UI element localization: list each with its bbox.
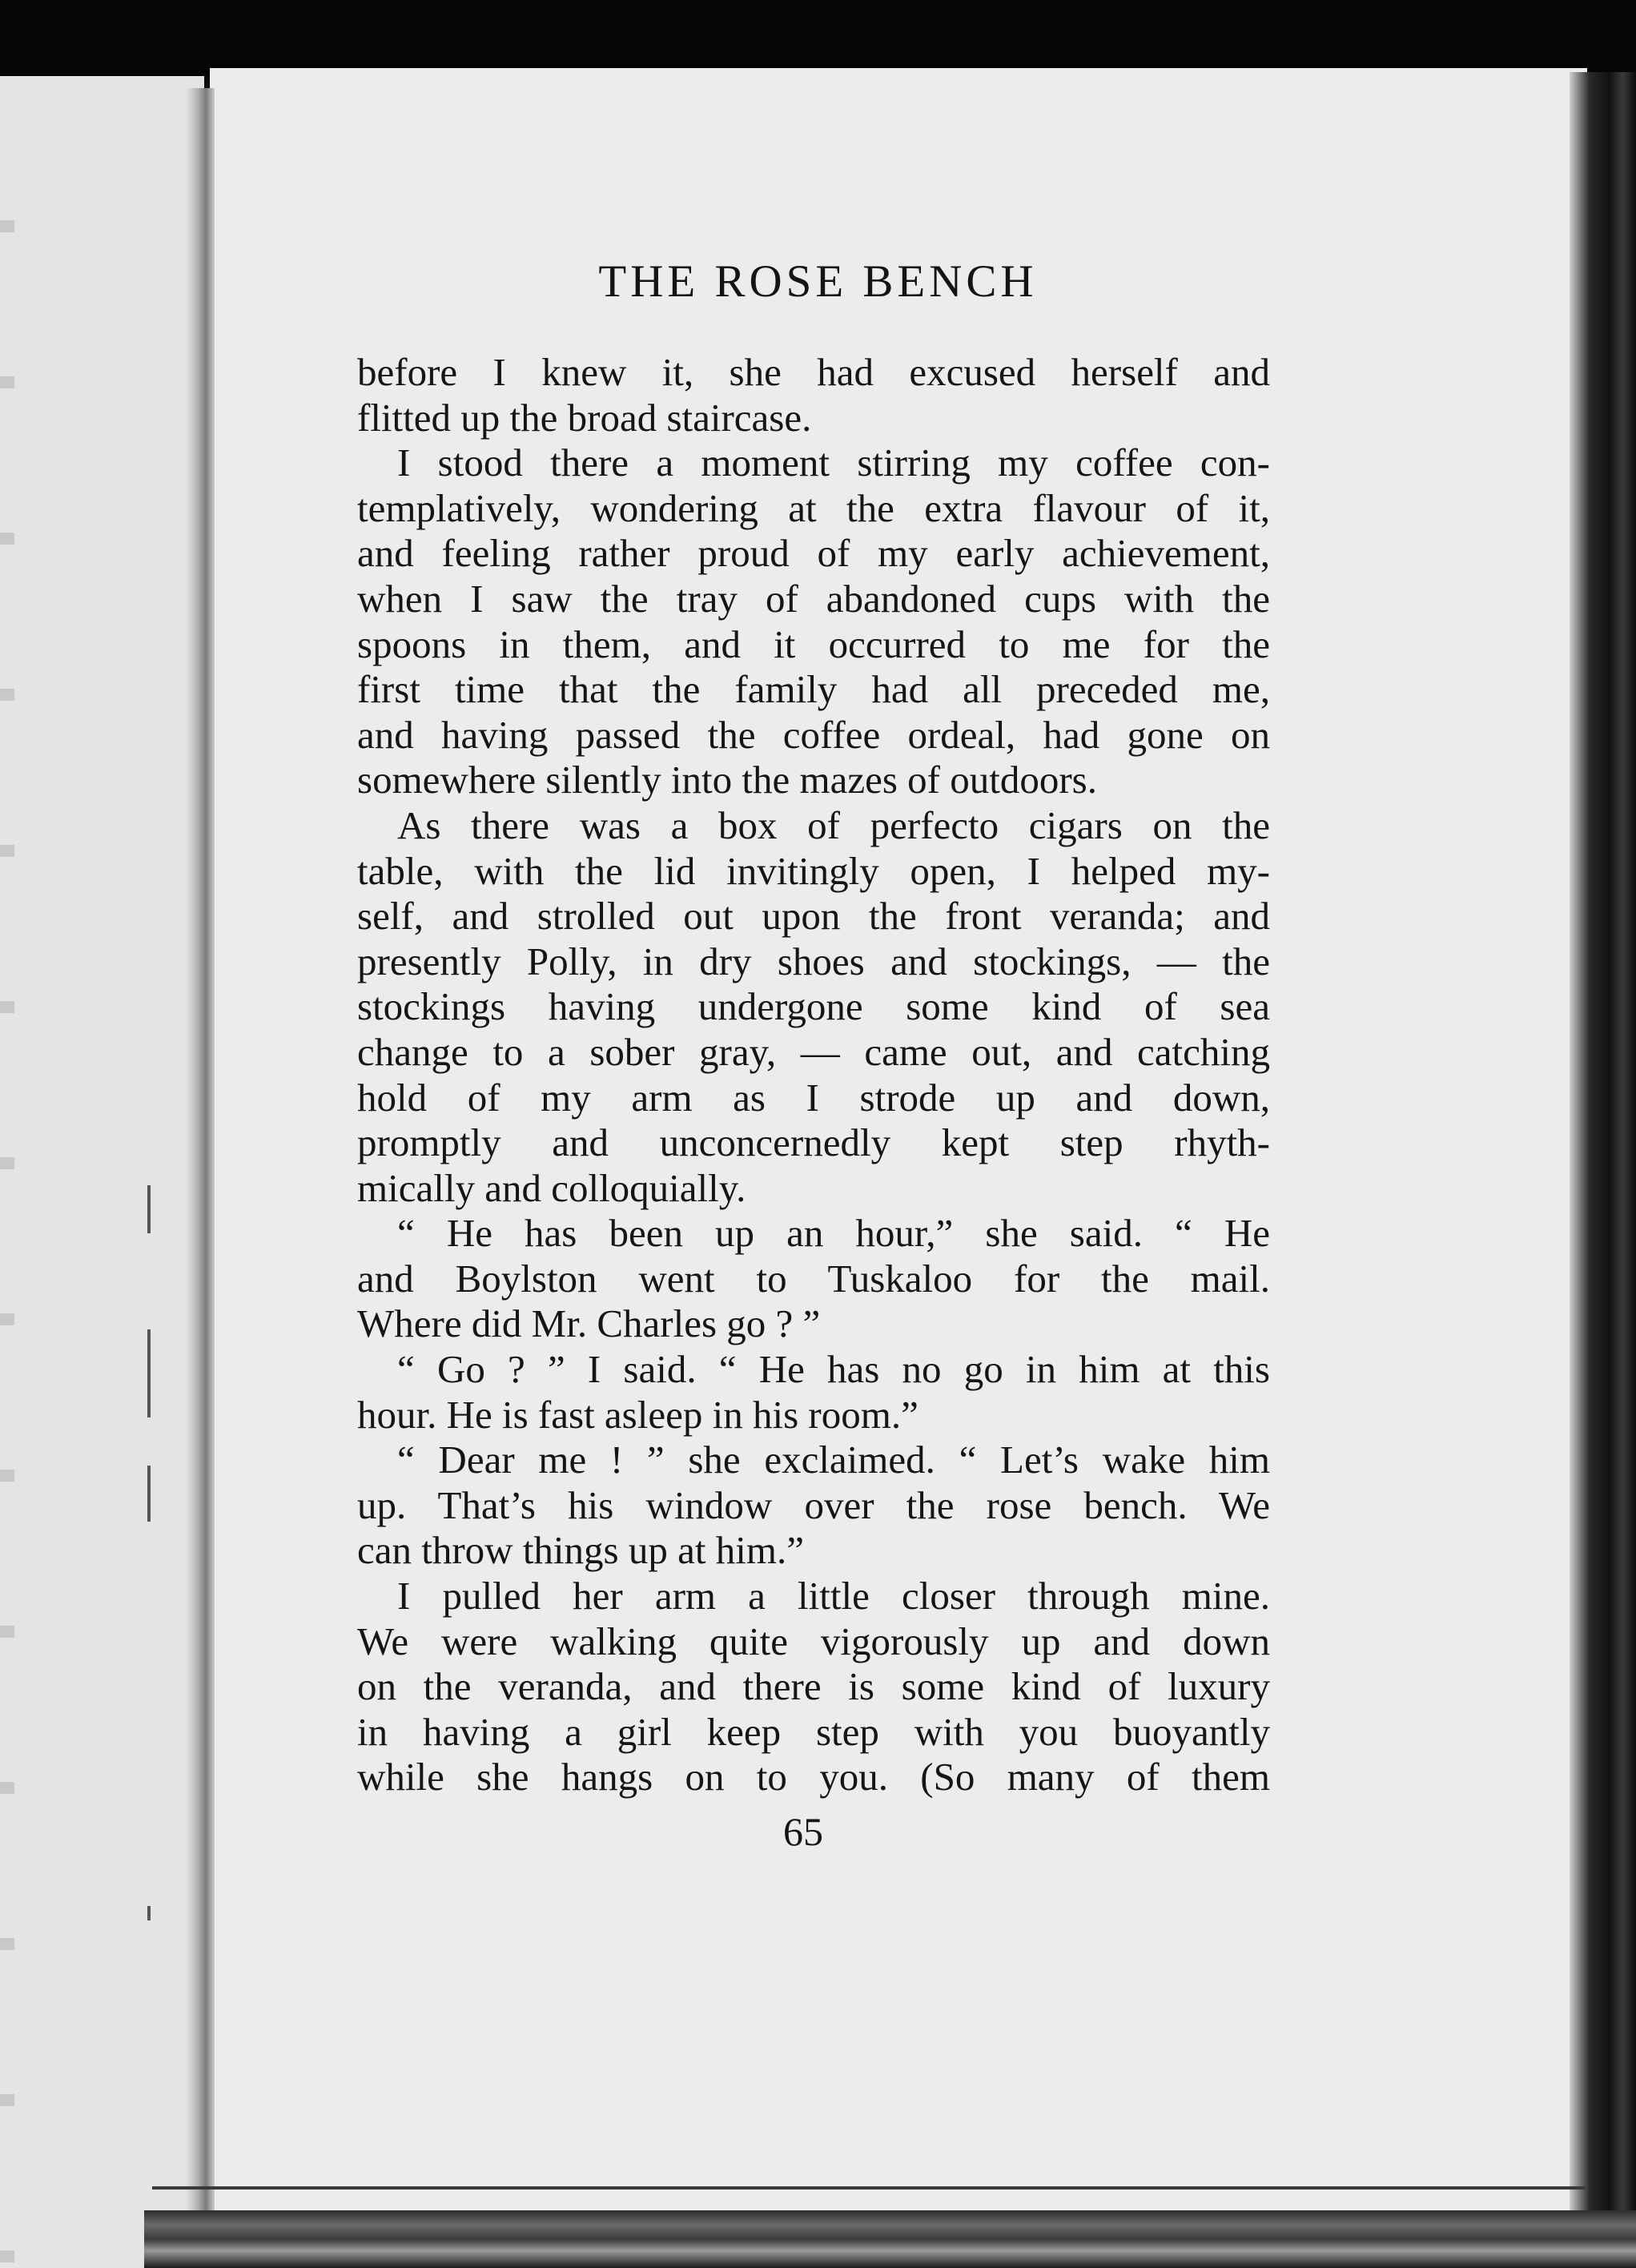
text-line: somewhere silently into the mazes of outdoors. [357, 758, 1097, 802]
text-line: stockings having undergone some kind of sea [357, 984, 1270, 1029]
text-line: spoons in them, and it occurred to me for the [357, 621, 1270, 666]
margin-mark [147, 1185, 151, 1233]
text-line: first time that the family had all preceded me, [357, 667, 1270, 712]
text-line: and Boylston went to Tuskaloo for the mail. [357, 1256, 1270, 1301]
book-gutter [186, 88, 215, 2250]
text-line: promptly and unconcernedly kept step rhyth- [357, 1120, 1270, 1165]
text-line: up. That’s his window over the rose bench. We [357, 1482, 1270, 1527]
text-line: flitted up the broad staircase. [357, 395, 812, 440]
running-head: THE ROSE BENCH [598, 256, 1038, 307]
scan-top-border [0, 0, 1636, 76]
text-line: templatively, wondering at the extra flavour of it, [357, 485, 1270, 530]
text-line: “ Go ? ” I said. “ He has no go in him at this [397, 1347, 1270, 1392]
text-line: table, with the lid invitingly open, I helped my- [357, 848, 1270, 893]
text-line: We were walking quite vigorously up and down [357, 1619, 1270, 1663]
text-line: Where did Mr. Charles go ? ” [357, 1301, 821, 1346]
page-edge-bottom [144, 2210, 1636, 2268]
text-line: mically and colloquially. [357, 1165, 746, 1210]
text-line: “ He has been up an hour,” she said. “ He [397, 1211, 1270, 1256]
text-line: in having a girl keep step with you buoyantly [357, 1709, 1270, 1754]
text-line: and feeling rather proud of my early achievement, [357, 531, 1270, 576]
page-edge-right [1570, 72, 1636, 2268]
text-line: I pulled her arm a little closer through mine. [397, 1574, 1270, 1619]
text-line: change to a sober gray, — came out, and catching [357, 1029, 1270, 1074]
page-number: 65 [783, 1809, 823, 1854]
text-line: and having passed the coffee ordeal, had gone on [357, 712, 1270, 757]
text-line: “ Dear me ! ” she exclaimed. “ Let’s wake him [397, 1438, 1270, 1482]
page-bottom-edge-line [152, 2186, 1586, 2190]
facing-page [0, 76, 204, 2268]
text-line: I stood there a moment stirring my coffee con- [397, 440, 1270, 485]
text-line: hour. He is fast asleep in his room.” [357, 1392, 918, 1437]
text-line: before I knew it, she had excused herself and [357, 350, 1270, 394]
text-line: when I saw the tray of abandoned cups with the [357, 576, 1270, 621]
body-text [357, 350, 1270, 1800]
text-line: presently Polly, in dry shoes and stockings, — the [357, 939, 1270, 983]
text-line: on the veranda, and there is some kind of luxury [357, 1664, 1270, 1709]
text-line: can throw things up at him.” [357, 1528, 804, 1573]
facing-page-edge [0, 76, 14, 2268]
text-line: hold of my arm as I strode up and down, [357, 1075, 1270, 1120]
margin-mark [147, 1466, 151, 1522]
margin-mark [147, 1906, 151, 1920]
margin-mark [147, 1329, 151, 1418]
text-line: self, and strolled out upon the front veranda; and [357, 894, 1270, 939]
text-line: As there was a box of perfecto cigars on the [397, 802, 1270, 847]
text-line: while she hangs on to you. (So many of them [357, 1755, 1270, 1800]
